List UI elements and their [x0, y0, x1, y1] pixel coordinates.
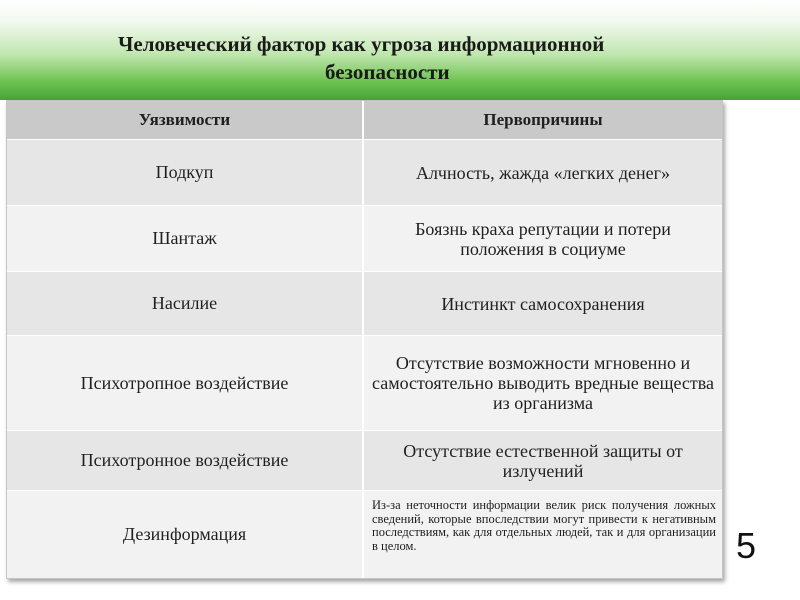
vulnerability-cell: Шантаж [7, 206, 364, 271]
slide-title [118, 30, 758, 86]
table-row [7, 431, 722, 491]
header-vulnerabilities: Уязвимости [7, 101, 364, 139]
header-causes: Первопричины [364, 101, 722, 139]
cause-cell: Отсутствие естественной защиты от излучений [403, 440, 683, 481]
threats-table [6, 100, 723, 579]
table-row [7, 206, 722, 272]
vulnerability-cell: Психотропное воздействие [7, 336, 364, 430]
cause-cell: Алчность, жажда «легких денег» [415, 162, 671, 183]
table-row [7, 491, 722, 578]
vulnerability-cell: Психотронное воздействие [7, 431, 364, 490]
table-row [7, 336, 722, 431]
vulnerability-cell: Подкуп [7, 140, 364, 205]
table-row [7, 140, 722, 206]
slide-number: 5 [736, 525, 757, 566]
vulnerability-cell: Насилие [7, 272, 364, 335]
slide-title-line2: безопасности [325, 60, 450, 84]
vulnerability-cell: Дезинформация [7, 491, 364, 578]
cause-cell: Инстинкт самосохранения [441, 293, 645, 314]
table-header-row [7, 101, 722, 140]
cause-cell: Отсутствие возможности мгновенно и самостоятельно выводить вредные вещества из организма [372, 353, 714, 413]
cause-cell: Боязнь краха репутации и потери положения в социуме [415, 218, 671, 259]
cause-cell: Из-за неточности информации велик риск получения ложных сведений, которые впоследствии могут привести к негативным последствиям, как для отдельных людей, так и для организации в целом. [372, 498, 716, 553]
table-row [7, 272, 722, 336]
slide-title-line1: Человеческий фактор как угроза информационной [118, 32, 605, 56]
